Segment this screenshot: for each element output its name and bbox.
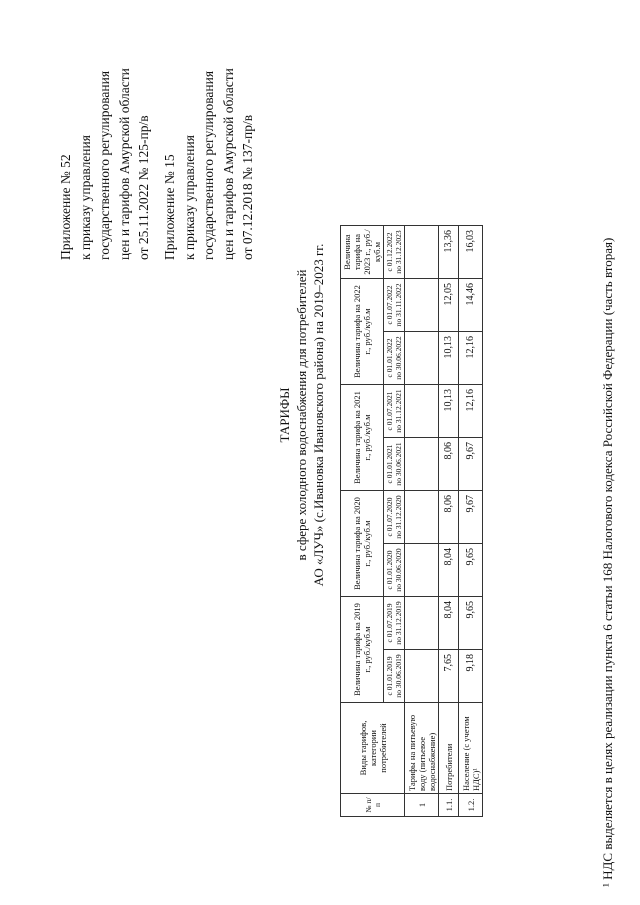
appendix-line: к приказу управления (181, 135, 197, 260)
header-year-2020: Величина тарифа на 2020 г., руб./куб.м (341, 491, 384, 597)
header-type: Виды тарифов, категории потребителей (341, 703, 405, 794)
tariff-value: 9,67 (459, 491, 483, 544)
row-number: 1.1. (439, 794, 459, 817)
row-name: Тарифы на питьевую воду (питьевое водоснабжение) (405, 703, 439, 794)
appendix-line: к приказу управления (77, 135, 93, 260)
period-cell: с 01.01.2021 по 30.06.2021 (384, 438, 405, 491)
appendix-line: от 07.12.2018 № 137-пр/в (240, 114, 255, 260)
tariff-value (405, 385, 439, 438)
appendix-52-block (56, 68, 154, 260)
period-cell: с 01.01.2019 по 30.06.2019 (384, 650, 405, 703)
tariff-value: 8,06 (439, 491, 459, 544)
header-year-2019: Величина тарифа на 2019 г., руб./куб.м (341, 597, 384, 703)
tariff-value (405, 491, 439, 544)
row-number: 1 (405, 794, 439, 817)
tariff-value: 9,67 (459, 438, 483, 491)
title-heading: ТАРИФЫ (277, 387, 292, 443)
tariff-value (405, 332, 439, 385)
tariff-value: 10,13 (439, 385, 459, 438)
tariff-value: 12,16 (459, 332, 483, 385)
table-row (439, 226, 459, 817)
tariff-value (405, 597, 439, 650)
header-number: № п/п (341, 794, 405, 817)
tariff-value: 12,05 (439, 279, 459, 332)
table-header-row (341, 226, 384, 817)
period-cell: с 01.07.2019 по 31.12.2019 (384, 597, 405, 650)
table-row (405, 226, 439, 817)
period-cell: с 01.07.2020 по 31.12.2020 (384, 491, 405, 544)
tariff-value (405, 279, 439, 332)
header-year-2022: Величина тарифа на 2022 г., руб./куб.м (341, 279, 384, 385)
tariff-value: 8,06 (439, 438, 459, 491)
period-cell: с 01.07.2022 по 31.11.2022 (384, 279, 405, 332)
title-subheading: в сфере холодного водоснабжения для потребителей (294, 269, 309, 561)
tariff-value: 13,36 (439, 226, 459, 279)
tariff-value: 8,04 (439, 597, 459, 650)
tariff-value: 12,16 (459, 385, 483, 438)
tariff-value: 14,46 (459, 279, 483, 332)
tariff-value: 9,65 (459, 544, 483, 597)
appendix-15-block (160, 68, 258, 260)
tariff-value (405, 544, 439, 597)
period-cell: с 01.01.2022 по 30.06.2022 (384, 332, 405, 385)
table-row (459, 226, 483, 817)
title-organization: АО «ЛУЧ» (с.Ивановка Ивановского района) на 2019–2023 гг. (311, 243, 326, 587)
tariff-value: 9,18 (459, 650, 483, 703)
appendix-line: Приложение № 52 (58, 154, 73, 260)
vat-footnote: ¹ НДС выделяется в целях реализации пункта 6 статьи 168 Налогового кодекса Российской Федерации (часть вторая) (600, 237, 615, 887)
appendix-line: государственного регулирования (201, 70, 216, 260)
period-cell: с 01.12.2022 по 31.12.2023 (384, 226, 405, 279)
tariff-value: 7,65 (439, 650, 459, 703)
appendix-line: государственного регулирования (97, 70, 112, 260)
document-title (276, 175, 327, 655)
header-year-2021: Величина тарифа на 2021 г., руб./куб.м (341, 385, 384, 491)
tariff-value (405, 438, 439, 491)
appendix-line: Приложение № 15 (162, 154, 177, 260)
tariff-value: 16,03 (459, 226, 483, 279)
tariff-value: 8,04 (439, 544, 459, 597)
appendix-line: от 25.11.2022 № 125-пр/в (136, 115, 151, 260)
row-number: 1.2. (459, 794, 483, 817)
tariff-value: 10,13 (439, 332, 459, 385)
appendix-line: цен и тарифов Амурской области (220, 68, 236, 260)
period-cell: с 01.01.2020 по 30.06.2020 (384, 544, 405, 597)
tariff-value (405, 226, 439, 279)
row-name: Население (с учетом НДС)¹ (459, 703, 483, 794)
appendix-line: цен и тарифов Амурской области (116, 68, 132, 260)
period-cell: с 01.07.2021 по 31.12.2021 (384, 385, 405, 438)
tariff-value: 9,65 (459, 597, 483, 650)
tariff-table (340, 225, 483, 817)
tariff-value (405, 650, 439, 703)
row-name: Потребители (439, 703, 459, 794)
header-year-2023: Величина тарифа на 2023 г., руб./куб.м (341, 226, 384, 279)
